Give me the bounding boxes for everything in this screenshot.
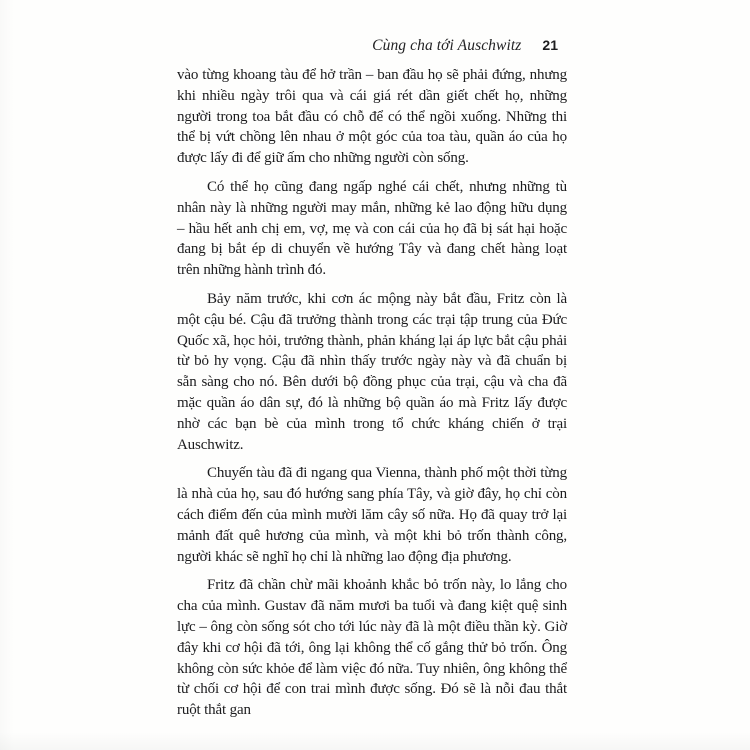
body-paragraph: Bảy năm trước, khi cơn ác mộng này bắt đầu, Fritz còn là một cậu bé. Cậu đã trưởng thành trong các trại tập trung của Đức Quốc xã, học hỏi, trưởng thành, phản kháng lại áp lực bắt cậu phải từ bỏ hy vọng. Cậu đã nhìn thấy trước ngày này và đã chuẩn bị sẵn sàng cho nó. Bên dưới bộ đồng phục của trại, cậu và cha đã mặc quần áo dân sự, đó là những bộ quần áo mà Fritz lấy được nhờ các bạn bè của mình trong tổ chức kháng chiến ở trại Auschwitz. xyxy=(177,290,568,453)
page-body xyxy=(177,65,567,721)
body-paragraph: Chuyến tàu đã đi ngang qua Vienna, thành phố một thời từng là nhà của họ, sau đó hướng sang phía Tây, và giờ đây, họ chỉ còn cách điểm đến của mình mười lăm cây số nữa. Họ đã quay trở lại mảnh đất quê hương của mình, và một khi bỏ trốn thành công, người khác sẽ nghĩ họ chỉ là những lao động địa phương. xyxy=(177,465,567,565)
body-paragraph: Fritz đã chần chừ mãi khoảnh khắc bỏ trốn này, lo lắng cho cha của mình. Gustav đã năm mươi ba tuổi và đang kiệt quệ sinh lực – ông còn sống sót cho tới lúc này đã là một điều thần kỳ. Giờ đây khi cơ hội đã tới, ông lại không thể cố gắng thử bỏ trốn. Ông không còn sức khỏe để làm việc đó nữa. Tuy nhiên, ông không thể từ chối cơ hội để con trai mình được sống. Đó sẽ là nỗi đau thắt ruột thắt gan xyxy=(177,577,567,719)
running-header xyxy=(372,37,558,55)
body-paragraph: Có thể họ cũng đang ngấp nghé cái chết, nhưng những tù nhân này là những người may mắn, những kẻ lao động hữu dụng – hầu hết anh chị em, vợ, mẹ và con cái của họ đã bị sát hại hoặc đang bị bắt ép di chuyển về hướng Tây và đang chết hàng loạt trên những hành trình đó. xyxy=(177,178,567,279)
page-number: 21 xyxy=(542,37,558,53)
body-paragraph: vào từng khoang tàu để hở trần – ban đầu họ sẽ phải đứng, nhưng khi nhiều ngày trôi qua và cái giá rét dần giết chết họ, những người trong toa bắt đầu có chỗ để có thể ngồi xuống. Những thi thể bị vứt chồng lên nhau ở một góc của toa tàu, quần áo của họ được lấy đi để giữ ấm cho những người còn sống. xyxy=(177,67,567,167)
running-title: Cùng cha tới Auschwitz xyxy=(372,37,522,54)
